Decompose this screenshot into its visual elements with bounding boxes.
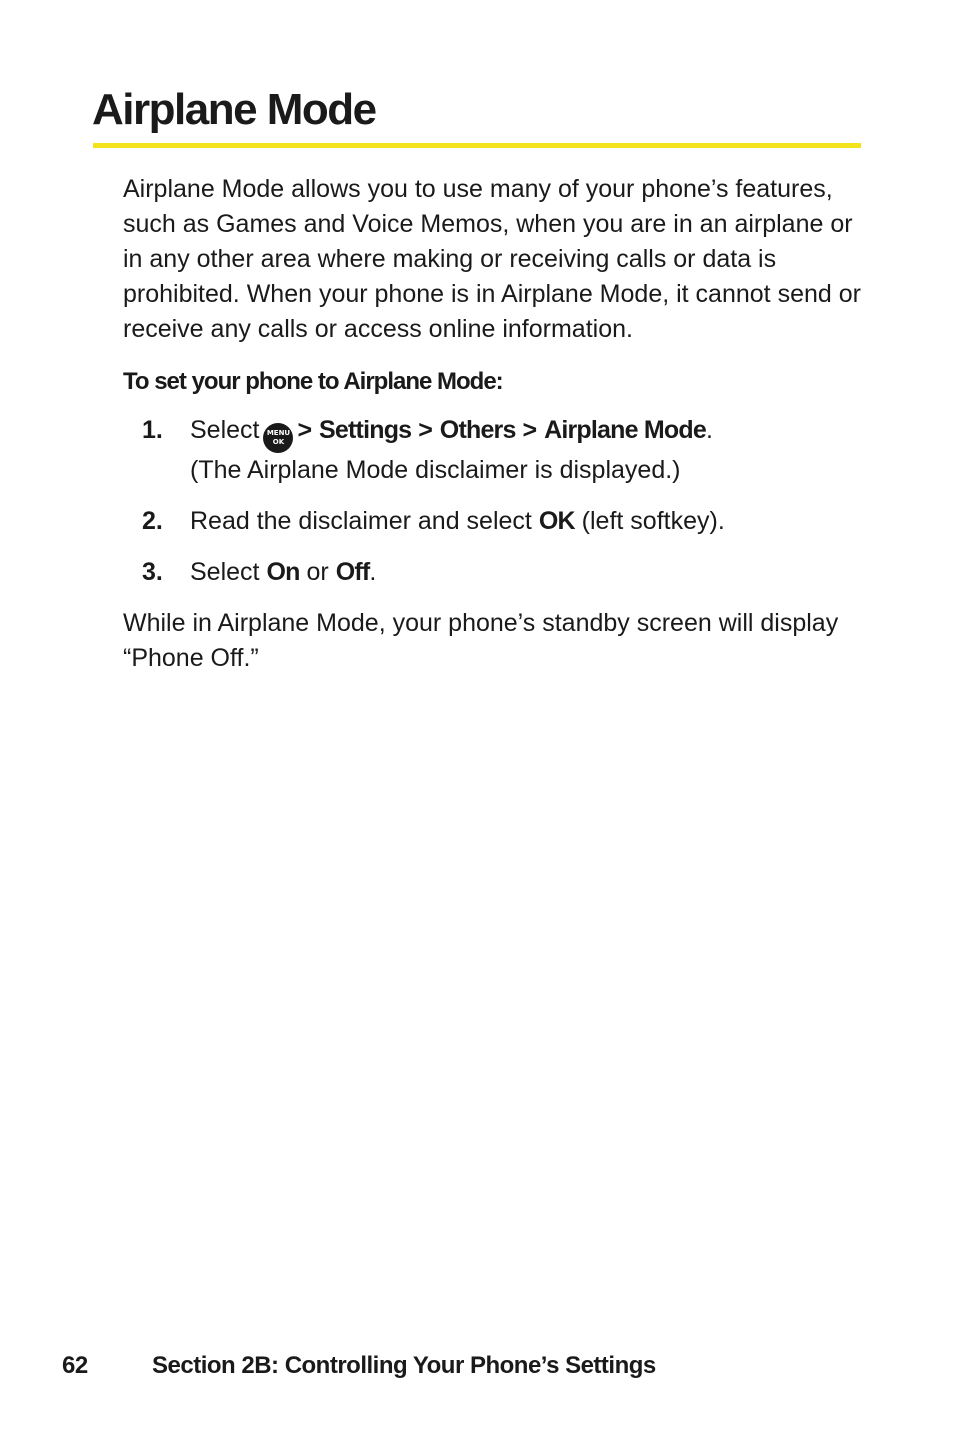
path-others: Others <box>439 416 516 444</box>
step-2-line: Read the disclaimer and select OK (left softkey). <box>190 507 725 535</box>
main-content <box>123 172 863 676</box>
step-1-line: Select MENU OK > Settings > Others > Airplane Mode. <box>190 413 863 453</box>
menu-ok-key-icon: MENU OK <box>263 423 293 453</box>
step-3 <box>123 555 863 590</box>
key-off: Off <box>335 558 370 586</box>
key-ok: OK <box>538 507 575 535</box>
page-title: Airplane Mode <box>92 85 376 134</box>
path-airplane-mode: Airplane Mode <box>544 416 706 444</box>
intro-paragraph: Airplane Mode allows you to use many of your phone’s features, such as Games and Voice Memos, when you are in an airplane or in any other area where making or receiving calls or data is prohibited. When your phone is in Airplane Mode, it cannot send or receive any calls or access online information. <box>123 175 861 343</box>
key-on: On <box>266 558 300 586</box>
steps-list <box>123 413 863 590</box>
step-1 <box>123 413 863 488</box>
step-2 <box>123 504 863 539</box>
step-3-line: Select On or Off. <box>190 558 377 586</box>
path-settings: Settings <box>319 416 412 444</box>
step-number: 2. <box>142 507 163 535</box>
page-number: 62 <box>62 1352 88 1379</box>
page-footer <box>62 1349 656 1383</box>
title-rule <box>93 143 861 148</box>
section-title: Section 2B: Controlling Your Phone’s Settings <box>152 1352 656 1379</box>
procedure-heading: To set your phone to Airplane Mode: <box>123 368 503 395</box>
path-separator: > <box>522 416 538 444</box>
step-1-select: Select <box>190 416 260 444</box>
step-number: 3. <box>142 558 163 586</box>
path-separator: > <box>418 416 433 444</box>
closing-paragraph: While in Airplane Mode, your phone’s standby screen will display “Phone Off.” <box>123 609 839 672</box>
path-separator: > <box>297 416 313 444</box>
step-number: 1. <box>142 416 163 444</box>
step-1-note: (The Airplane Mode disclaimer is displayed.) <box>190 456 681 484</box>
